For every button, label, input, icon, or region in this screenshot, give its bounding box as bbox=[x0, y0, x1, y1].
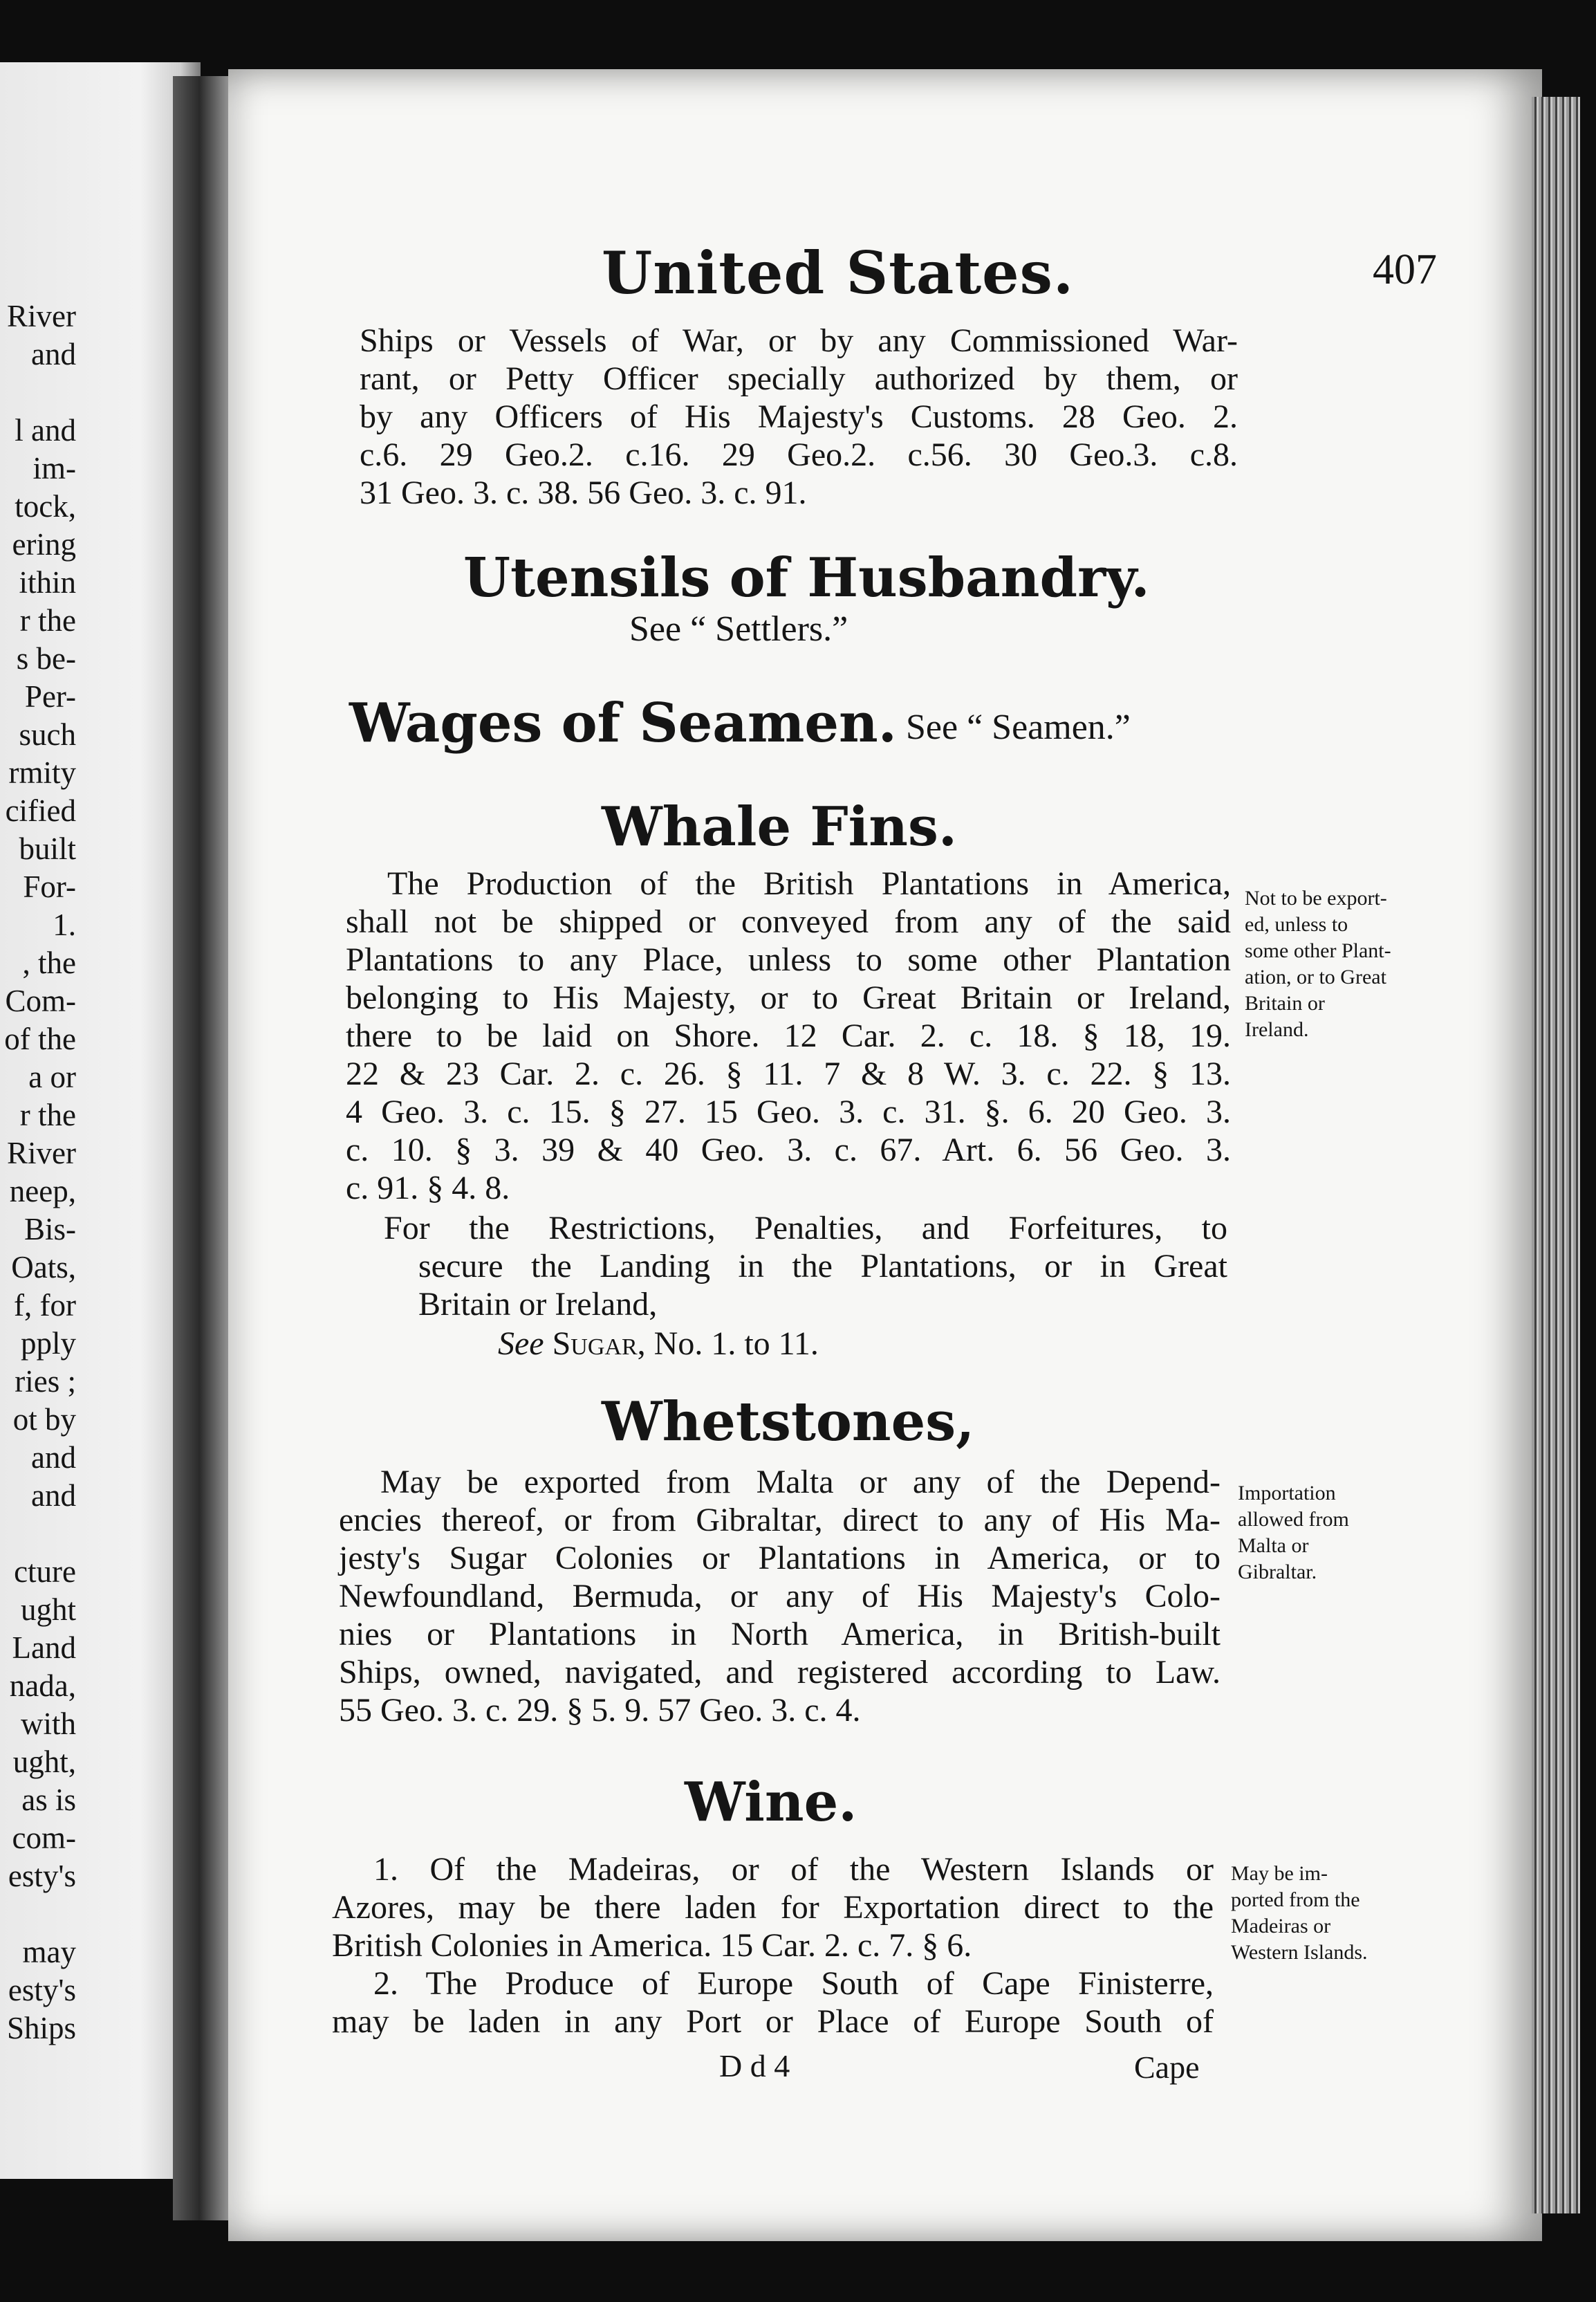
text-line: rant, or Petty Officer specially authorized by them, or bbox=[360, 360, 1238, 397]
left-page-fragment: Per- bbox=[24, 679, 76, 714]
left-page-fragment: Oats, bbox=[11, 1250, 76, 1284]
left-page-fragment: Ships bbox=[6, 2011, 76, 2045]
margin-note-whetstones bbox=[1238, 1480, 1438, 1585]
sugar-range: No. 1. to 11. bbox=[653, 1325, 819, 1362]
margin-line: Not to be export- bbox=[1245, 887, 1387, 910]
left-page-fragment: tock, bbox=[15, 489, 76, 524]
margin-line: Gibraltar. bbox=[1238, 1560, 1317, 1583]
left-page-fragment: ught, bbox=[12, 1744, 76, 1779]
left-page-fragment: and bbox=[31, 1478, 76, 1513]
left-page-fragment: 1. bbox=[53, 908, 76, 942]
text-line: nies or Plantations in North America, in British-built bbox=[339, 1616, 1221, 1652]
heading-whetstones: Whetstones, bbox=[602, 1390, 975, 1453]
text-line: Plantations to any Place, unless to some other Plantation bbox=[346, 941, 1231, 978]
left-page-fragment: cified bbox=[5, 793, 76, 828]
left-page-fragment: ithin bbox=[19, 565, 76, 600]
whetstones-paragraph bbox=[339, 1463, 1221, 1729]
left-page-fragment: a or bbox=[28, 1060, 76, 1094]
margin-note-whale-fins bbox=[1245, 885, 1445, 1043]
intro-paragraph bbox=[360, 322, 1238, 512]
text-line: jesty's Sugar Colonies or Plantations in America, or to bbox=[339, 1540, 1221, 1576]
text-line: by any Officers of His Majesty's Customs. 28 Geo. 2. bbox=[360, 398, 1238, 435]
text-line: May be exported from Malta or any of the Depend- bbox=[380, 1464, 1221, 1500]
left-page-fragment: pply bbox=[20, 1326, 76, 1361]
sugar-reference: Sugar, bbox=[552, 1325, 646, 1362]
text-line: 1. Of the Madeiras, or of the Western Islands or bbox=[373, 1851, 1214, 1888]
text-line: 22 & 23 Car. 2. c. 26. § 11. 7 & 8 W. 3. c. 22. § 13. bbox=[346, 1056, 1231, 1092]
left-page-fragment: com- bbox=[12, 1821, 76, 1855]
page-number: 407 bbox=[1373, 246, 1437, 293]
text-line: 31 Geo. 3. c. 38. 56 Geo. 3. c. 91. bbox=[360, 475, 807, 511]
text-line: British Colonies in America. 15 Car. 2. c. 7. § 6. bbox=[332, 1927, 972, 1964]
left-page-fragment: River bbox=[7, 1136, 76, 1170]
margin-line: Importation bbox=[1238, 1482, 1336, 1504]
left-page-fragment: r the bbox=[19, 1098, 76, 1132]
left-page-fragment: , the bbox=[22, 946, 76, 980]
left-page-fragment: rmity bbox=[8, 755, 76, 790]
left-page-fragment: s be- bbox=[16, 641, 76, 676]
page-edges bbox=[1532, 97, 1580, 2213]
text-line: c. 10. § 3. 39 & 40 Geo. 3. c. 67. Art. 6. 56 Geo. 3. bbox=[346, 1132, 1231, 1168]
wine-paragraph bbox=[332, 1850, 1214, 2041]
text-line: secure the Landing in the Plantations, or in Great bbox=[418, 1248, 1227, 1284]
text-line: shall not be shipped or conveyed from any of the said bbox=[346, 903, 1231, 940]
text-line: encies thereof, or from Gibraltar, direct to any of His Ma- bbox=[339, 1502, 1221, 1538]
text-line: Ships, owned, navigated, and registered according to Law. bbox=[339, 1654, 1221, 1691]
heading-whale-fins: Whale Fins. bbox=[602, 795, 958, 858]
whale-fins-paragraph bbox=[346, 865, 1231, 1207]
left-page-fragment: neep, bbox=[9, 1174, 76, 1208]
margin-line: ation, or to Great bbox=[1245, 966, 1386, 988]
margin-line: Britain or bbox=[1245, 992, 1325, 1015]
left-page-fragment: ering bbox=[12, 527, 76, 562]
left-facing-page bbox=[0, 62, 201, 2179]
left-page-fragment: esty's bbox=[8, 1973, 76, 2007]
left-page-fragment: im- bbox=[33, 451, 76, 486]
margin-line: Madeiras or bbox=[1231, 1915, 1331, 1937]
left-page-fragment: River bbox=[7, 299, 76, 333]
text-line: c. 91. § 4. 8. bbox=[346, 1170, 510, 1206]
margin-line: Ireland. bbox=[1245, 1018, 1309, 1041]
text-line: there to be laid on Shore. 12 Car. 2. c. 18. § 18, 19. bbox=[346, 1018, 1231, 1054]
catchword: Cape bbox=[1134, 2050, 1200, 2085]
left-page-fragment: Land bbox=[12, 1630, 76, 1665]
left-page-fragment: and bbox=[31, 337, 76, 371]
heading-wages-of-seamen: Wages of Seamen. bbox=[349, 692, 897, 755]
left-page-fragment: ot by bbox=[12, 1402, 76, 1437]
text-line: Azores, may be there laden for Exportation direct to the bbox=[332, 1889, 1214, 1926]
left-page-fragment: l and bbox=[15, 413, 76, 448]
left-page-fragment: nada, bbox=[9, 1668, 76, 1703]
left-page-fragment: Com- bbox=[5, 984, 76, 1018]
see-sugar-reference bbox=[498, 1325, 819, 1363]
left-page-fragment: f, for bbox=[14, 1288, 76, 1323]
left-page-fragment: For- bbox=[23, 869, 76, 904]
left-page-fragment: Bis- bbox=[24, 1212, 76, 1246]
text-line: 2. The Produce of Europe South of Cape Finisterre, bbox=[373, 1965, 1214, 2002]
text-line: 4 Geo. 3. c. 15. § 27. 15 Geo. 3. c. 31. §. 6. 20 Geo. 3. bbox=[346, 1094, 1231, 1130]
signature-mark: D d 4 bbox=[719, 2048, 790, 2083]
text-line: 55 Geo. 3. c. 29. § 5. 9. 57 Geo. 3. c. 4. bbox=[339, 1692, 861, 1729]
margin-line: ed, unless to bbox=[1245, 913, 1348, 936]
left-page-fragment: cture bbox=[14, 1554, 76, 1589]
text-line: For the Restrictions, Penalties, and Forfeitures, to bbox=[384, 1210, 1227, 1246]
see-word: See bbox=[498, 1325, 544, 1362]
left-page-fragment: may bbox=[22, 1935, 76, 1969]
text-line: The Production of the British Plantations in America, bbox=[387, 865, 1231, 902]
left-page-fragment: ught bbox=[20, 1592, 76, 1627]
left-page-fragment: ries ; bbox=[15, 1364, 76, 1399]
left-page-fragment: such bbox=[19, 717, 76, 752]
margin-line: allowed from bbox=[1238, 1508, 1349, 1531]
margin-line: ported from the bbox=[1231, 1888, 1360, 1911]
left-page-fragment: r the bbox=[19, 603, 76, 638]
margin-line: Western Islands. bbox=[1231, 1941, 1368, 1964]
left-page-fragment: as is bbox=[21, 1783, 76, 1817]
margin-line: Malta or bbox=[1238, 1534, 1309, 1557]
margin-line: May be im- bbox=[1231, 1862, 1328, 1885]
see-settlers: See “ Settlers.” bbox=[629, 609, 848, 649]
text-line: c.6. 29 Geo.2. c.16. 29 Geo.2. c.56. 30 Geo.3. c.8. bbox=[360, 436, 1238, 473]
text-line: Britain or Ireland, bbox=[418, 1286, 658, 1323]
text-line: may be laden in any Port or Place of Europe South of bbox=[332, 2003, 1214, 2040]
text-line: Ships or Vessels of War, or by any Commissioned War- bbox=[360, 322, 1238, 359]
left-page-fragment: of the bbox=[4, 1022, 76, 1056]
running-header-title: United States. bbox=[602, 239, 1075, 307]
left-page-fragment: and bbox=[31, 1440, 76, 1475]
margin-note-wine bbox=[1231, 1861, 1431, 1966]
left-page-fragment: esty's bbox=[8, 1859, 76, 1893]
left-page-fragment: built bbox=[19, 831, 76, 866]
margin-line: some other Plant- bbox=[1245, 939, 1391, 962]
heading-utensils-of-husbandry: Utensils of Husbandry. bbox=[463, 546, 1150, 609]
see-seamen: See “ Seamen.” bbox=[906, 708, 1131, 747]
heading-wine: Wine. bbox=[685, 1771, 857, 1834]
text-line: Newfoundland, Bermuda, or any of His Majesty's Colo- bbox=[339, 1578, 1221, 1614]
text-line: belonging to His Majesty, or to Great Britain or Ireland, bbox=[346, 979, 1231, 1016]
left-page-fragment: with bbox=[20, 1706, 76, 1741]
whale-fins-restrictions bbox=[384, 1209, 1227, 1323]
